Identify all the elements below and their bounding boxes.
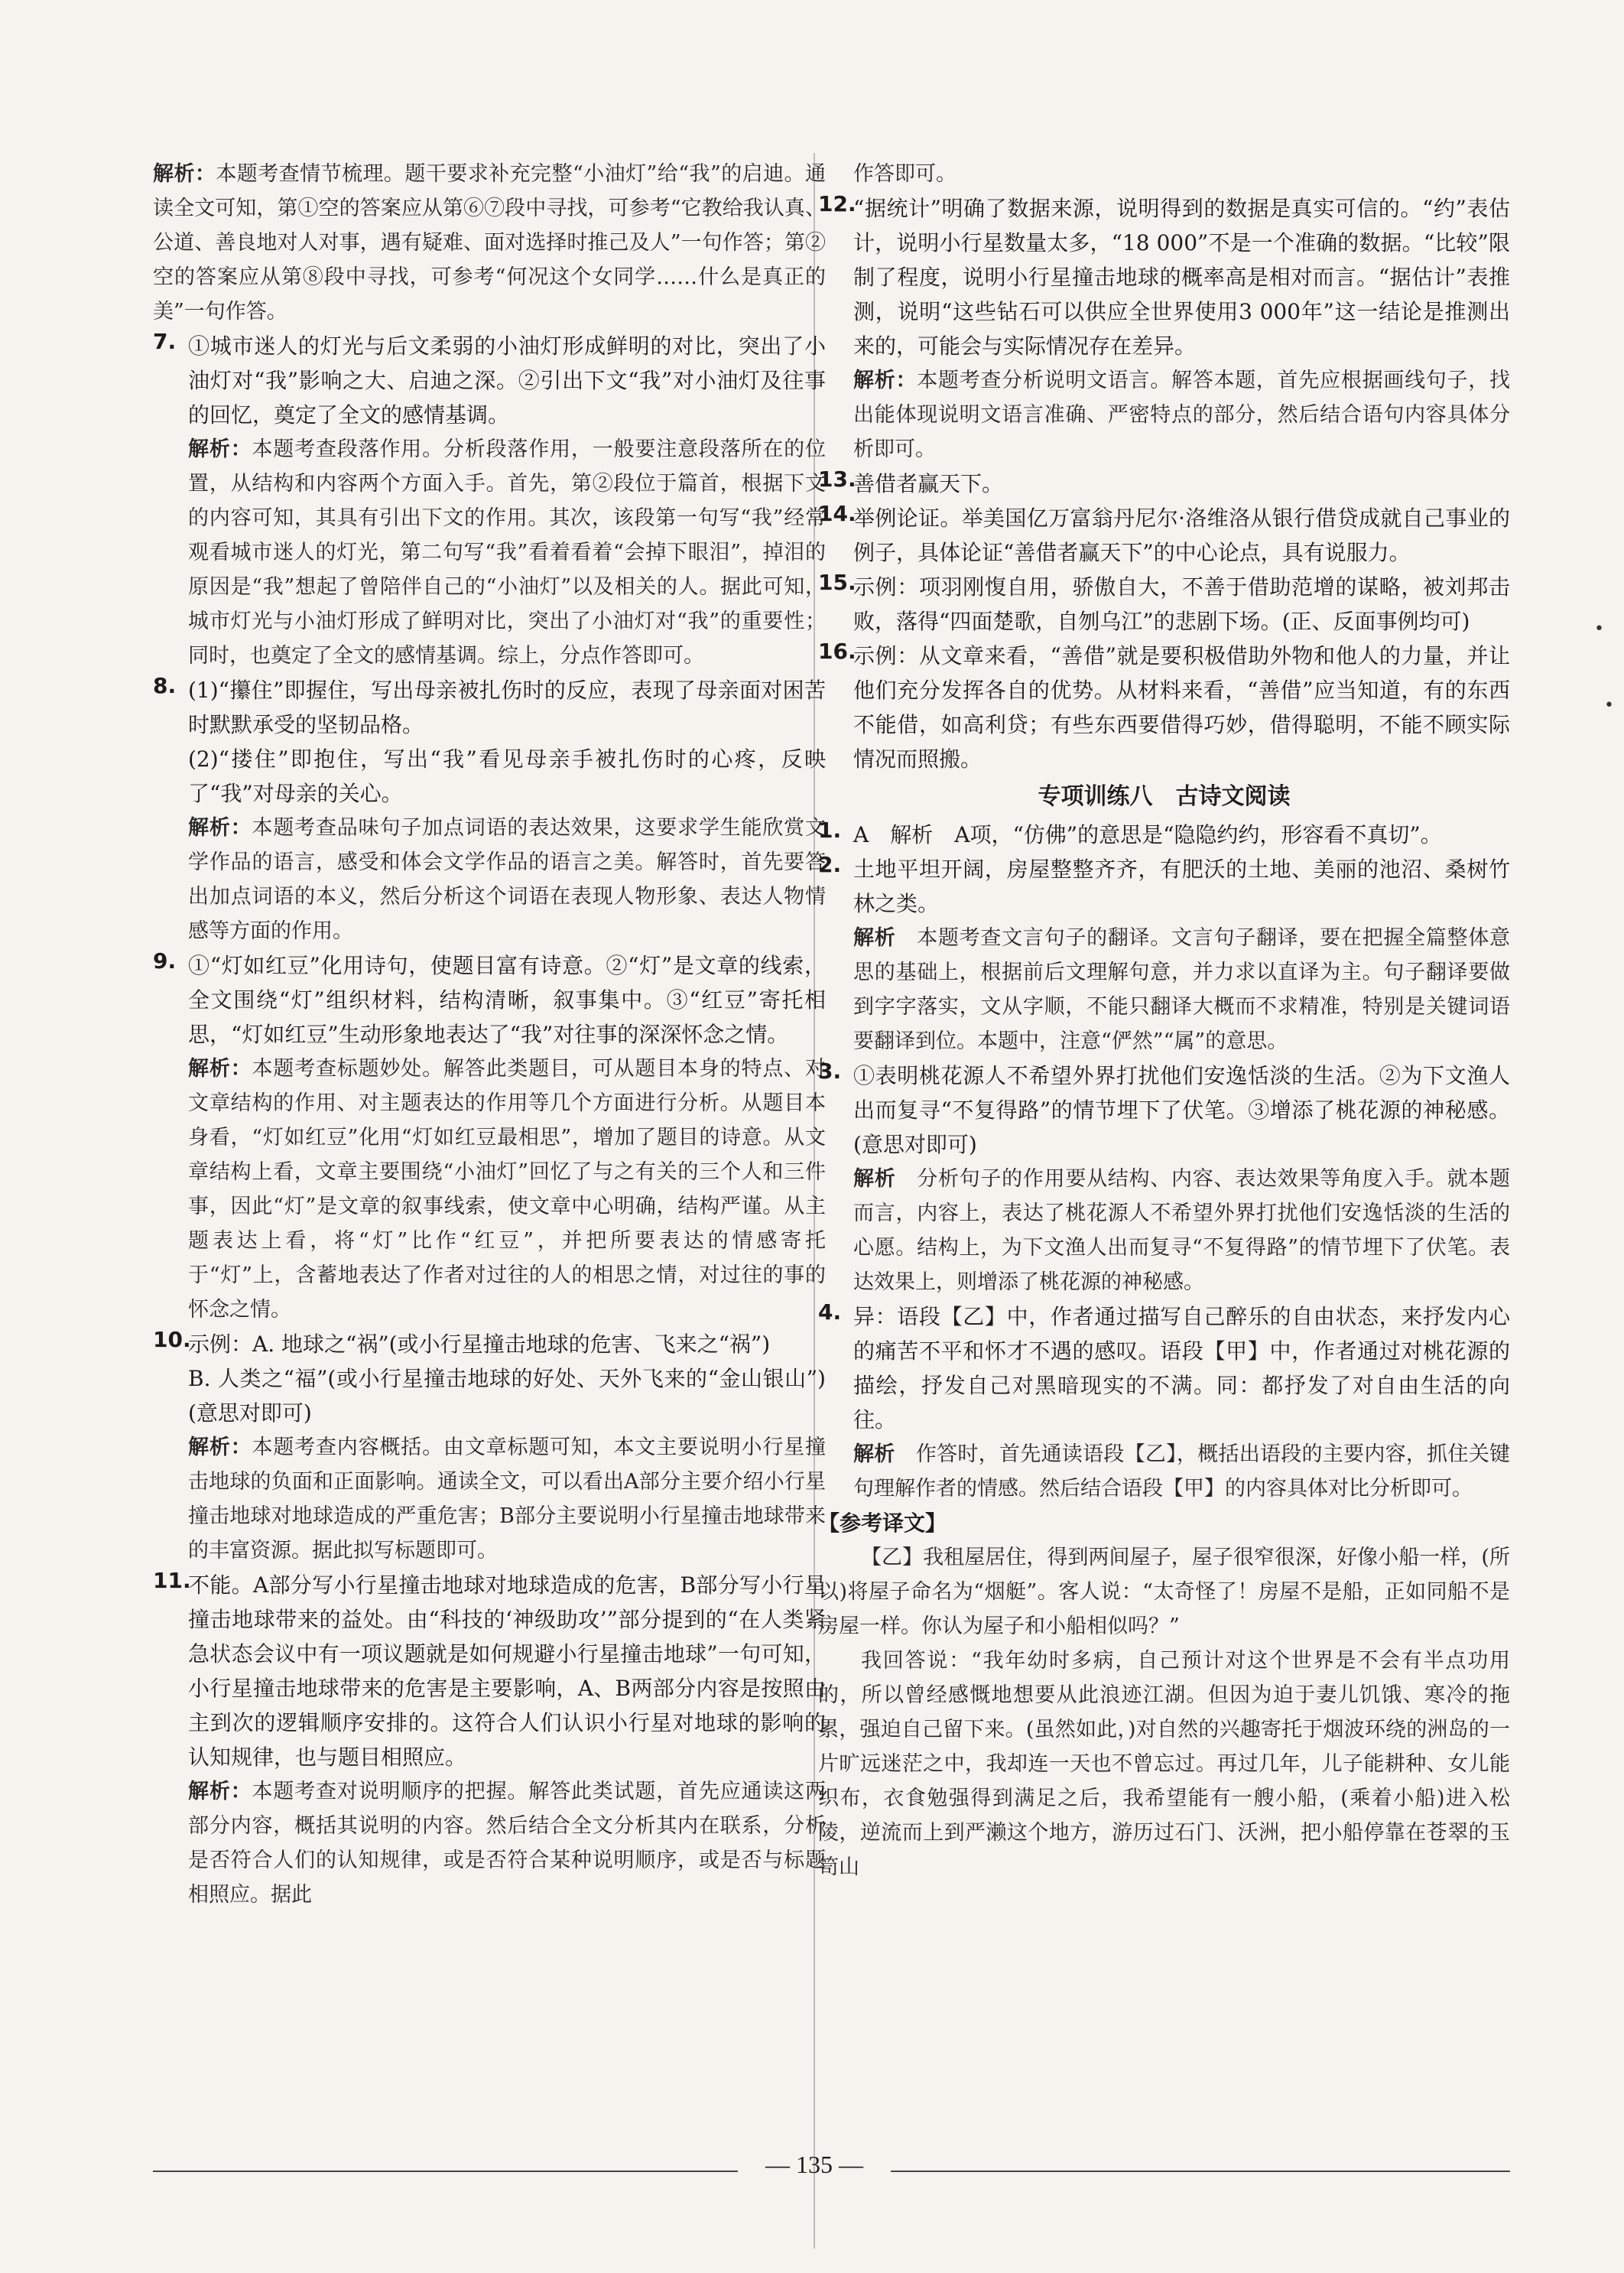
question-number: 7. <box>153 329 177 354</box>
question-number: 14. <box>818 501 856 526</box>
answer-text: B. 人类之“福”(或小行星撞击地球的好处、天外飞来的“金山银山”)(意思对即可) <box>188 1366 826 1426</box>
answer-text: 示例：A. 地球之“祸”(或小行星撞击地球的危害、飞来之“祸”) <box>188 1332 771 1357</box>
answer-9 <box>153 948 826 1052</box>
translation-paragraph: 我回答说：“我年幼时多病，自己预计对这个世界是不会有半点功用的，所以曾经感慨地想要从此浪迹江湖。但因为迫于妻儿饥饿、寒冷的拖累，强迫自己留下来。(虽然如此，)对自然的兴趣寄托于烟波环绕的洲岛的一片旷远迷茫之中，我却连一天也不曾忘过。再过几年，儿子能耕种、女儿能织布，衣食勉强得到满足之后，我希望能有一艘小船，(乘着小船)进入松陵，逆流而上到严濑这个地方，游历过石门、沃洲，把小船停靠在苍翠的玉笥山 <box>818 1649 1510 1879</box>
analysis-text: 本题考查内容概括。由文章标题可知，本文主要说明小行星撞击地球的负面和正面影响。通读全文，可以看出A部分主要介绍小行星撞击地球对地球造成的严重危害；B部分主要说明小行星撞击地球带来的丰富资源。据此拟写标题即可。 <box>188 1436 827 1562</box>
analysis-label: 解析 <box>853 1442 916 1466</box>
footer-rule-left <box>153 2171 738 2172</box>
classical-analysis-4 <box>818 1437 1510 1506</box>
question-number: 1. <box>818 818 842 843</box>
footer-rule-right <box>891 2171 1510 2172</box>
answer-8 <box>153 673 826 811</box>
analysis-7 <box>153 432 826 673</box>
answer-7 <box>153 329 826 432</box>
answer-text: 异：语段【乙】中，作者通过描写自己醉乐的自由状态，来抒发内心的痛苦不平和怀才不遇的感叹。语段【甲】中，作者通过对桃花源的描绘，抒发自己对黑暗现实的不满。同：都抒发了对自由生活的向往。 <box>853 1304 1510 1432</box>
answer-text: A 解析 A项，“仿佛”的意思是“隐隐约约，形容看不真切”。 <box>853 822 1442 847</box>
analysis-label: 解析： <box>153 162 216 186</box>
analysis-9 <box>153 1052 826 1327</box>
section-title: 专项训练八 古诗文阅读 <box>1038 783 1291 810</box>
classical-answer-4 <box>818 1299 1510 1437</box>
answer-text: ①城市迷人的灯光与后文柔弱的小油灯形成鲜明的对比，突出了小油灯对“我”影响之大、启迪之深。②引出下文“我”对小油灯及往事的回忆，奠定了全文的感情基调。 <box>188 333 826 428</box>
classical-answer-3 <box>818 1058 1510 1162</box>
analysis-label: 解析： <box>188 1057 252 1081</box>
answer-text: 土地平坦开阔，房屋整整齐齐，有肥沃的土地、美丽的池沼、桑树竹林之类。 <box>853 857 1510 916</box>
answer-text: (1)“攥住”即握住，写出母亲被扎伤时的反应，表现了母亲面对困苦时默默承受的坚韧品格。 <box>188 678 826 737</box>
analysis-label: 解析： <box>188 816 252 840</box>
answer-15 <box>818 570 1510 639</box>
analysis-6 <box>153 157 826 329</box>
analysis-text: 本题考查情节梳理。题干要求补充完整“小油灯”给“我”的启迪。通读全文可知，第①空的答案应从第⑥⑦段中寻找，可参考“它教给我认真、公道、善良地对人对事，遇有疑难、面对选择时推己及人”一句作答；第②空的答案应从第⑧段中寻找，可参考“何况这个女同学……什么是真正的美”一句作答。 <box>153 162 826 324</box>
analysis-text: 本题考查品味句子加点词语的表达效果，这要求学生能欣赏文学作品的语言，感受和体会文学作品的语言之美。解答时，首先要答出加点词语的本义，然后分析这个词语在表现人物形象、表达人物情感等方面的作用。 <box>188 816 827 943</box>
right-column <box>818 157 1510 1884</box>
answer-text: 示例：项羽刚愎自用，骄傲自大，不善于借助范增的谋略，被刘邦击败，落得“四面楚歌，自刎乌江”的悲剧下场。(正、反面事例均可) <box>853 574 1510 634</box>
margin-dot-icon: • <box>1604 696 1614 715</box>
analysis-label: 解析 <box>853 1167 918 1191</box>
question-number: 11. <box>153 1568 191 1593</box>
analysis-8 <box>153 811 826 948</box>
answer-13 <box>818 467 1510 501</box>
question-number: 4. <box>818 1299 842 1325</box>
answer-text: 示例：从文章来看，“善借”就是要积极借助外物和他人的力量，并让他们充分发挥各自的优势。从材料来看，“善借”应当知道，有的东西不能借，如高利贷；有些东西要借得巧妙，借得聪明，不能不顾实际情况而照搬。 <box>853 643 1510 772</box>
answer-text: 善借者赢天下。 <box>853 471 1004 496</box>
continued-text: 作答即可。 <box>853 162 957 186</box>
margin-dot-icon: • <box>1594 619 1604 639</box>
question-number: 9. <box>153 948 177 974</box>
analysis-text: 作答时，首先通读语段【乙】，概括出语段的主要内容，抓住关键句理解作者的情感。然后结合语段【甲】的内容具体对比分析即可。 <box>853 1442 1511 1501</box>
analysis-11 <box>153 1774 826 1912</box>
classical-answer-2 <box>818 852 1510 921</box>
reference-translation-title: 【参考译文】 <box>818 1510 947 1536</box>
analysis-label: 解析： <box>188 1436 252 1459</box>
analysis-label: 解析： <box>188 1780 252 1803</box>
analysis-text: 本题考查对说明顺序的把握。解答此类试题，首先应通读这两部分内容，概括其说明的内容。然后结合全文分析其内在联系，分析是否符合人们的认知规律，或是否符合某种说明顺序，或是否与标题相照应。据此 <box>188 1780 827 1907</box>
answer-12 <box>818 191 1510 363</box>
analysis-text: 本题考查段落作用。分析段落作用，一般要注意段落所在的位置，从结构和内容两个方面入手。首先，第②段位于篇首，根据下文的内容可知，其具有引出下文的作用。其次，该段第一句写“我”经常观看城市迷人的灯光，第二句写“我”看着看着“会掉下眼泪”，掉泪的原因是“我”想起了曾陪伴自己的“小油灯”以及相关的人。据此可知，城市灯光与小油灯形成了鲜明对比，突出了小油灯对“我”的重要性；同时，也奠定了全文的感情基调。综上，分点作答即可。 <box>188 437 827 668</box>
answer-10 <box>153 1327 826 1430</box>
answer-text: “据统计”明确了数据来源，说明得到的数据是真实可信的。“约”表估计，说明小行星数量太多，“18 000”不是一个准确的数据。“比较”限制了程度，说明小行星撞击地球的概率高是相对而言。“据估计”表推测，说明“这些钻石可以供应全世界使用3 000年”这一结论是推测出来的，可能会与实际情况存在差异。 <box>853 196 1510 359</box>
page-number: — 135 — <box>765 2151 863 2178</box>
answer-11 <box>153 1568 826 1774</box>
question-number: 2. <box>818 852 842 877</box>
question-number: 10. <box>153 1327 191 1352</box>
analysis-10 <box>153 1430 826 1568</box>
analysis-12 <box>818 363 1510 467</box>
classical-analysis-2 <box>818 921 1510 1058</box>
answer-text: ①“灯如红豆”化用诗句，使题目富有诗意。②“灯”是文章的线索，全文围绕“灯”组织材料，结构清晰，叙事集中。③“红豆”寄托相思，“灯如红豆”生动形象地表达了“我”对往事的深深怀念之情。 <box>188 953 826 1047</box>
answer-text: 不能。A部分写小行星撞击地球对地球造成的危害，B部分写小行星撞击地球带来的益处。由“科技的‘神级助攻’”部分提到的“在人类紧急状态会议中有一项议题就是如何规避小行星撞击地球”一句可知，小行星撞击地球带来的危害是主要影响，A、B两部分内容是按照由主到次的逻辑顺序安排的。这符合人们认识小行星对地球的影响的认知规律，也与题目相照应。 <box>188 1572 826 1770</box>
analysis-label: 解析 <box>853 926 918 950</box>
answer-14 <box>818 501 1510 570</box>
classical-analysis-3 <box>818 1162 1510 1299</box>
analysis-text: 本题考查分析说明文语言。解答本题，首先应根据画线句子，找出能体现说明文语言准确、严密特点的部分，然后结合语句内容具体分析即可。 <box>853 369 1511 461</box>
analysis-text: 本题考查标题妙处。解答此类题目，可从题目本身的特点、对文章结构的作用、对主题表达的作用等几个方面进行分析。从题目本身看，“灯如红豆”化用“灯如红豆最相思”，增加了题目的诗意。从文章结构上看，文章主要围绕“小油灯”回忆了与之有关的三个人和三件事，因此“灯”是文章的叙事线索，使文章中心明确，结构严谨。从主题表达上看，将“灯”比作“红豆”，并把所要表达的情感寄托于“灯”上，含蓄地表达了作者对过往的人的相思之情，对过往的事的怀念之情。 <box>188 1057 827 1322</box>
answer-text: ①表明桃花源人不希望外界打扰他们安逸恬淡的生活。②为下文渔人出而复寻“不复得路”的情节埋下了伏笔。③增添了桃花源的神秘感。(意思对即可) <box>853 1063 1510 1157</box>
translation-paragraph: 【乙】我租屋居住，得到两间屋子，屋子很窄很深，好像小船一样，(所以)将屋子命名为“烟艇”。客人说：“太奇怪了！房屋不是船，正如同船不是房屋一样。你认为屋子和小船相似吗？” <box>818 1546 1510 1638</box>
question-number: 3. <box>818 1058 842 1084</box>
analysis-label: 解析： <box>853 369 918 392</box>
analysis-text: 分析句子的作用要从结构、内容、表达效果等角度入手。就本题而言，内容上，表达了桃花源人不希望外界打扰他们安逸恬淡的生活的心愿。结构上，为下文渔人出而复寻“不复得路”的情节埋下了伏笔。表达效果上，则增添了桃花源的神秘感。 <box>853 1167 1511 1294</box>
answer-16 <box>818 639 1510 776</box>
question-number: 16. <box>818 639 856 664</box>
question-number: 15. <box>818 570 856 595</box>
answer-text: 举例论证。举美国亿万富翁丹尼尔·洛维洛从银行借贷成就自己事业的例子，具体论证“善借者赢天下”的中心论点，具有说服力。 <box>853 506 1510 565</box>
analysis-label: 解析： <box>188 437 252 461</box>
question-number: 12. <box>818 191 856 216</box>
classical-answer-1 <box>818 818 1510 852</box>
question-number: 8. <box>153 673 177 698</box>
question-number: 13. <box>818 467 856 492</box>
answer-text: (2)“搂住”即抱住，写出“我”看见母亲手被扎伤时的心疼，反映了“我”对母亲的关心。 <box>188 746 826 806</box>
left-column <box>153 157 826 1912</box>
analysis-text: 本题考查文言句子的翻译。文言句子翻译，要在把握全篇整体意思的基础上，根据前后文理解句意，并力求以直译为主。句子翻译要做到字字落实，文从字顺，不能只翻译大概而不求精准，特别是关键词语要翻译到位。本题中，注意“俨然”“属”的意思。 <box>853 926 1511 1053</box>
